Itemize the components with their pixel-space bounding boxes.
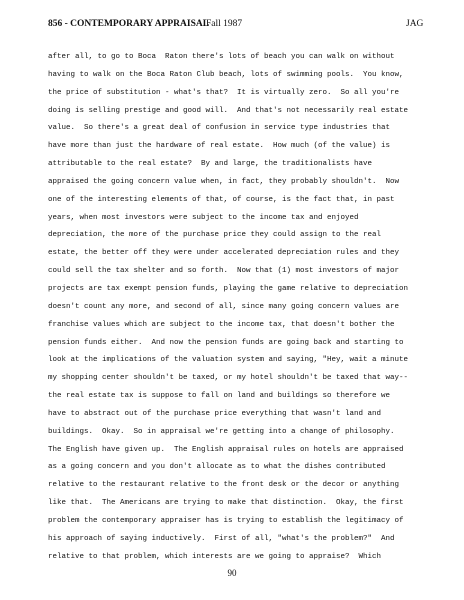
body-line: the real estate tax is suppose to fall on land and buildings so therefore we xyxy=(48,392,391,401)
body-line: look at the implications of the valuation system and saying, "Hey, wait a minute xyxy=(48,356,409,365)
body-line: one of the interesting elements of that, of course, is the fact that, in past xyxy=(48,195,395,204)
body-line: the price of substitution - what's that? It is virtually zero. So all you're xyxy=(48,88,400,97)
page-number: 90 xyxy=(227,568,237,578)
body-line: could sell the tax shelter and so forth. Now that (1) most investors of major xyxy=(48,267,400,276)
body-line: after all, to go to Boca Raton there's lots of beach you can walk on without xyxy=(48,53,395,61)
header-term: Fall 1987 xyxy=(206,19,243,29)
body-line: his approach of saying inductively. First of all, "what's the problem?" And xyxy=(48,534,395,543)
body-line: doesn't count any more, and second of all, since many going concern values are xyxy=(48,302,400,311)
body-line: doing is selling prestige and good will. And that's not necessarily real estate xyxy=(48,106,409,115)
body-line: value. So there's a great deal of confusion in service type industries that xyxy=(48,124,391,133)
body-line: projects are tax exempt pension funds, playing the game relative to depreciation xyxy=(48,284,409,293)
body-line: appraised the going concern value when, in fact, they probably shouldn't. Now xyxy=(48,177,400,186)
body-line: as a going concern and you don't allocate as to what the dishes contributed xyxy=(48,463,386,472)
body-line: problem the contemporary appraiser has is trying to establish the legitimacy of xyxy=(48,516,404,525)
body-line: depreciation, the more of the purchase price they could assign to the real xyxy=(48,231,382,240)
body-line: relative to that problem, which interests are we going to appraise? Which xyxy=(48,552,382,561)
header-course-title: 856 - CONTEMPORARY APPRAISAL xyxy=(48,19,210,29)
header-initials: JAG xyxy=(406,19,424,29)
body-line: having to walk on the Boca Raton Club beach, lots of swimming pools. You know, xyxy=(48,70,404,79)
body-line: like that. The Americans are trying to make that distinction. Okay, the first xyxy=(48,499,404,508)
body-line: buildings. Okay. So in appraisal we're getting into a change of philosophy. xyxy=(48,427,395,436)
body-line: attributable to the real estate? By and large, the traditionalists have xyxy=(48,160,373,169)
body-line: pension funds either. And now the pension funds are going back and starting to xyxy=(48,338,404,347)
body-line: relative to the restaurant relative to the front desk or the decor or anything xyxy=(48,481,400,490)
body-line: years, when most investors were subject to the income tax and enjoyed xyxy=(48,213,359,222)
body-line: have to abstract out of the purchase price everything that wasn't land and xyxy=(48,409,382,418)
body-line: estate, the better off they were under accelerated depreciation rules and they xyxy=(48,249,400,258)
body-line: my shopping center shouldn't be taxed, or my hotel shouldn't be taxed that way-- xyxy=(48,374,409,383)
running-header xyxy=(48,17,423,31)
transcript-body xyxy=(48,49,428,566)
body-line: franchise values which are subject to the income tax, that doesn't bother the xyxy=(48,320,395,329)
body-line: have more than just the hardware of real estate. How much (of the value) is xyxy=(48,142,391,151)
body-line: The English have given up. The English appraisal rules on hotels are appraised xyxy=(48,445,404,454)
